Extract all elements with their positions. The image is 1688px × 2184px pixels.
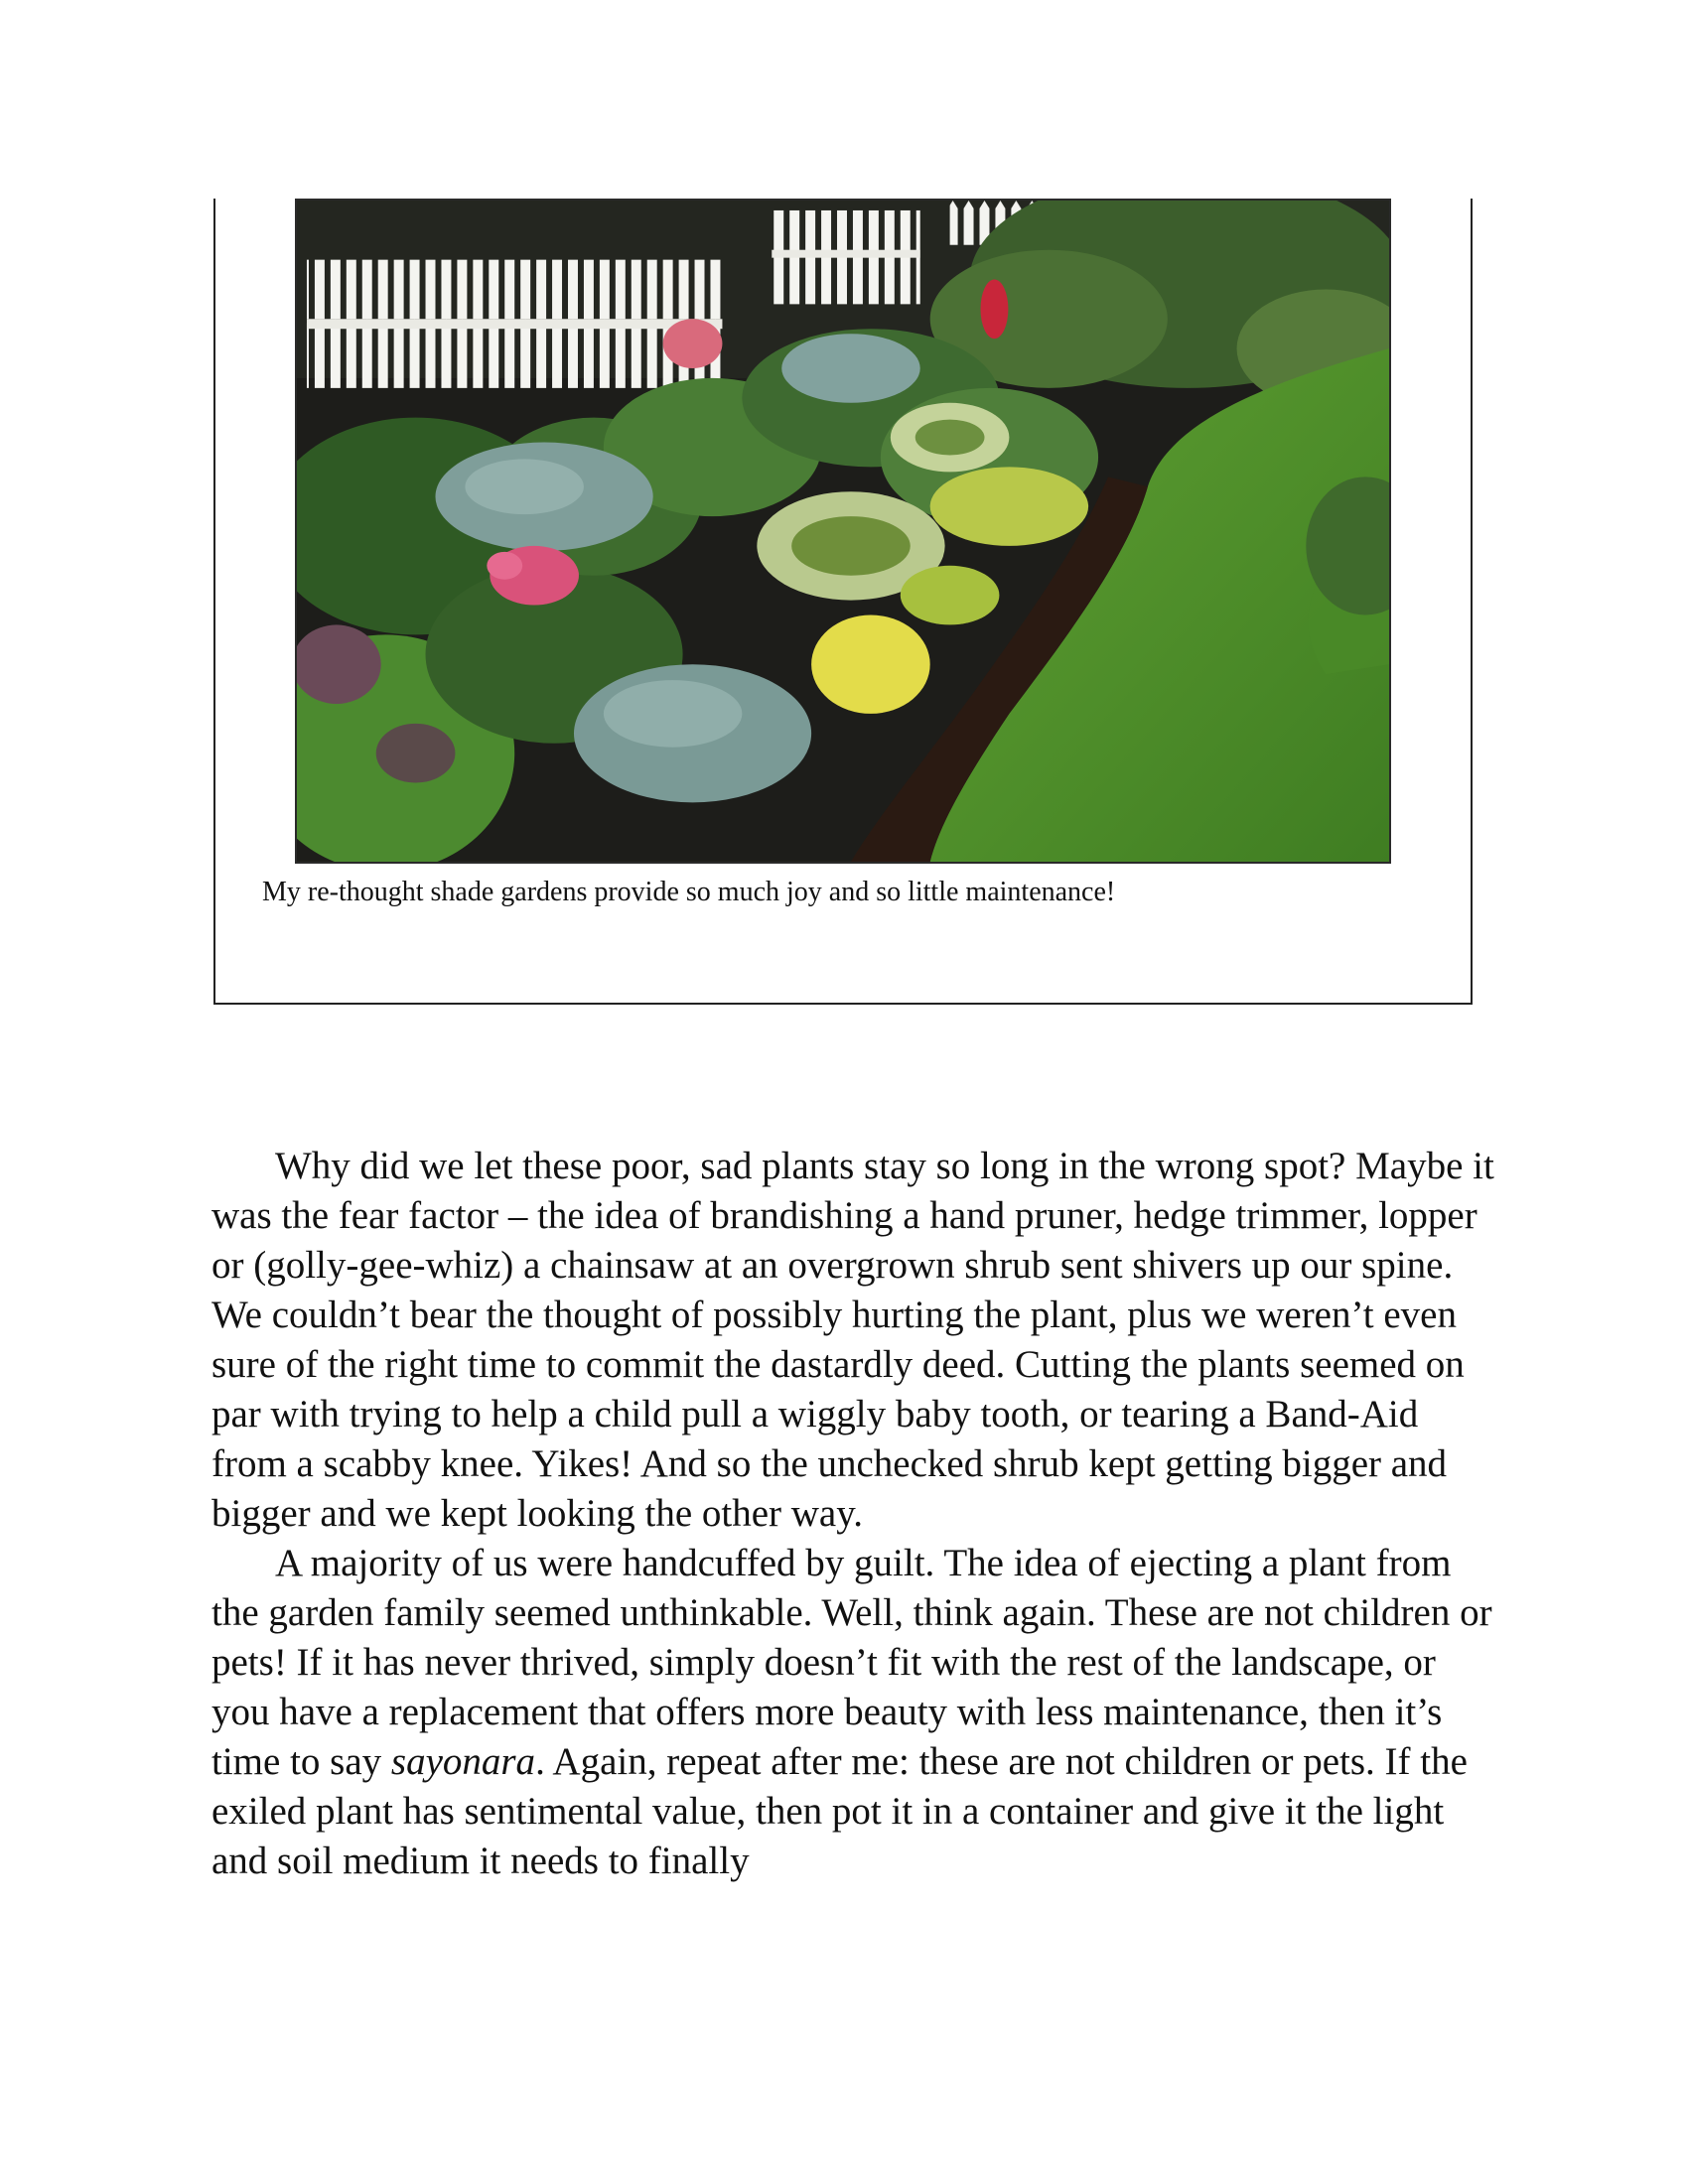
garden-photo	[295, 199, 1391, 864]
paragraph-2-part-2: . Again, repeat after me: these are not children or pets. If the exiled plant has sentimental value, then pot it in a container and give it the light and soil medium it needs to finally	[211, 1740, 1468, 1882]
figure-box	[213, 199, 1473, 1005]
paragraph-2	[211, 1539, 1502, 1886]
italic-word-sayonara: sayonara	[390, 1740, 536, 1783]
paragraph-1: Why did we let these poor, sad plants stay so long in the wrong spot? Maybe it was the fear factor – the idea of brandishing a hand pruner, hedge trimmer, lopper or (golly-gee-whiz) a chainsaw at an overgrown shrub sent shivers up our spine. We couldn’t bear the thought of possibly hurting the plant, plus we weren’t even sure of the right time to commit the dastardly deed. Cutting the plants seemed on par with trying to help a child pull a wiggly baby tooth, or tearing a Band-Aid from a scabby knee. Yikes! And so the unchecked shrub kept getting bigger and bigger and we kept looking the other way.	[211, 1145, 1494, 1535]
figure-caption: My re-thought shade gardens provide so much joy and so little maintenance!	[262, 877, 1116, 907]
paragraph-2-part-1: A majority of us were handcuffed by guilt. The idea of ejecting a plant from the garden family seemed unthinkable. Well, think again. These are not children or pets! If it has never thrived, simply doesn’t fit with the rest of the landscape, or you have a replacement that offers more beauty with less maintenance, then it’s time to say	[211, 1542, 1492, 1783]
article-body	[211, 1142, 1502, 1886]
